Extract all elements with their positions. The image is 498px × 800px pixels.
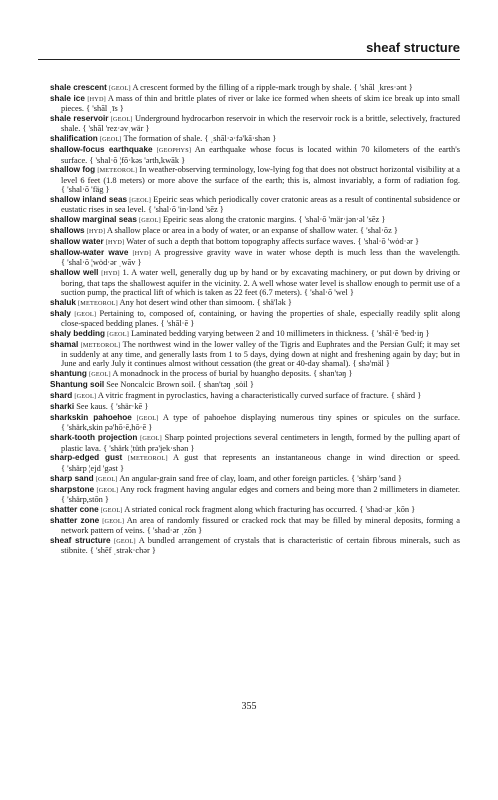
entry [50, 248, 460, 268]
entry-headword: sheaf structure [50, 535, 111, 545]
entry-field-label: [GEOL] [100, 506, 123, 514]
entry-field-label: [GEOL] [88, 371, 111, 379]
entry-pronunciation: { 'shal·ō ¦wȯd·ər ˌwāv } [61, 258, 142, 268]
entry-field-label: [GEOL] [136, 414, 159, 422]
entry [50, 114, 460, 134]
entry-definition: Underground hydrocarbon reservoir in which the reservoir rock is a brittle, selectively, fractured shale. [61, 114, 461, 134]
entry-field-label: [GEOL] [74, 393, 97, 401]
entry-headword: shaly [50, 308, 71, 318]
entry-definition: Epeiric seas which periodically cover cratonic areas as a result of continental subsidence or eustatic rises in sea level. [61, 195, 461, 215]
entry-definition: A crescent formed by the filling of a ripple-mark trough by shale. [132, 83, 352, 92]
entry [50, 453, 460, 473]
entry [50, 516, 460, 536]
entry-pronunciation: { 'shal·ō 'wȯd·ər } [357, 237, 420, 247]
entry [50, 402, 460, 412]
entry-definition: Water of such a depth that bottom topography affects surface waves. [126, 237, 356, 247]
entry-field-label: [GEOPHYS] [156, 147, 192, 155]
entry-headword: shatter zone [50, 515, 100, 525]
entry-definition: A shallow place or area in a body of water, or an expanse of shallow water. [106, 226, 358, 236]
entry-definition: 1. A water well, generally dug up by hand or by excavating machinery, or put down by driving or boring, that taps the shallowest aquifer in the vicinity. 2. A well whose water level is shallow enough to permit use of a suction pump, the practical lift of which is taken as 22 feet (6.7 meters). [61, 268, 461, 297]
entry-definition: A bundled arrangement of crystals that is characteristic of certain fibrous minerals, such as stibnite. [61, 535, 460, 556]
entry-pronunciation: { 'shal·ōz } [360, 226, 398, 236]
entry-definition: The formation of shale. [123, 134, 203, 144]
entry [50, 329, 460, 339]
entry-definition: A striated conical rock fragment along which fracturing has occurred. [124, 504, 358, 514]
entry-headword: shallow marginal seas [50, 215, 137, 225]
entry-pronunciation: { shan'təŋ } [313, 369, 353, 379]
entry-definition: See Noncalcic Brown soil. [106, 380, 196, 390]
entry-pronunciation: { shärd } [390, 391, 422, 401]
entry-definition: Epeiric seas along the cratonic margins. [162, 215, 297, 225]
entry [50, 298, 460, 308]
entry-pronunciation: { 'shāl ˌīs } [86, 104, 124, 114]
entry-definition: A type of pahoehoe displaying numerous tiny spines or spicules on the surface. [162, 412, 461, 422]
entry-headword: shaluk [50, 297, 76, 307]
entry [50, 485, 460, 505]
entry [50, 474, 460, 484]
entry-headword: sharki [50, 402, 75, 412]
entry-headword: shantung [50, 369, 87, 379]
entry-pronunciation: { 'shärp ¦ejd 'gəst } [61, 463, 124, 473]
entry-field-label: [GEOL] [109, 85, 131, 92]
entry-field-label: [GEOL] [140, 435, 162, 443]
entry-pronunciation: { 'shal·ō 'in·lənd 'sēz } [147, 205, 224, 215]
header-rule [38, 59, 460, 60]
entry-list [50, 83, 460, 556]
entry-field-label: [HYD] [132, 249, 151, 257]
entry-definition: A vitric fragment in pyroclastics, having a characteristically curved surface of fracture. [97, 391, 389, 401]
entry-field-label: [METEOROL] [127, 455, 168, 463]
entry-definition: An area of randomly fissured or cracked rock that may be filled by mineral deposits, forming a network pattern of veins. [61, 515, 460, 535]
entry-pronunciation: { 'shāl ˌkres·ənt } [353, 83, 413, 92]
entry-headword: sharpstone [50, 484, 95, 494]
entry-field-label: [GEOL] [95, 475, 118, 483]
entry-pronunciation: { 'shāl·ē } [160, 319, 195, 329]
entry-headword: shale reservoir [50, 114, 109, 124]
entry-field-label: [HYD] [86, 228, 106, 236]
entry-pronunciation: { shə'mäl } [352, 359, 390, 369]
entry-headword: Shantung soil [50, 380, 105, 390]
entry [50, 433, 460, 453]
entry-headword: sharp-edged gust [50, 453, 123, 463]
running-head: sheaf structure [366, 40, 460, 55]
entry-pronunciation: { 'shad·ər ˌzōn } [146, 526, 203, 535]
entry-pronunciation: { 'shal·ō 'wel } [304, 287, 354, 297]
entry-pronunciation: { 'shad·ər ˌkōn } [359, 504, 416, 514]
entry-field-label: [GEOL] [139, 217, 161, 225]
entry-headword: shark-tooth projection [50, 433, 138, 443]
entry-pronunciation: { 'shal·ō 'fäg } [61, 185, 110, 195]
entry-pronunciation: { 'shärp,stōn } [61, 494, 109, 504]
entry-field-label: [METEOROL] [97, 167, 138, 175]
entry-definition: A gust that represents an instantaneous change in wind direction or speed. [173, 453, 461, 463]
entry-headword: shamal [50, 339, 79, 349]
entry-field-label: [GEOL] [113, 537, 136, 545]
entry-definition: In weather-observing terminology, low-lying fog that does not obstruct horizontal visibility at a level 6 feet (1.8 meters) or more above the surface of the earth; this is, almost invariably, a form of radiation fog. [61, 165, 460, 185]
entry-pronunciation: { 'shärk,skin pə'hō·ē,hō·ē } [61, 423, 153, 433]
entry [50, 237, 460, 247]
entry [50, 134, 460, 144]
entry-pronunciation: { 'shāl 'rez·əvˌwär } [82, 124, 150, 134]
entry-definition: Any hot desert wind other than simoom. [119, 297, 255, 307]
entry-definition: A mass of thin and brittle plates of river or lake ice formed when sheets of skim ice break up into small pieces. [61, 93, 461, 114]
entry-pronunciation: { 'shal·ō ¦fō·kəs 'ərth,kwāk } [89, 155, 186, 165]
entry [50, 309, 460, 329]
entry-pronunciation: { 'shāl·ē 'bed·iŋ } [370, 328, 430, 338]
entry-definition: A monadnock in the process of burial by huangho deposits. [112, 369, 312, 379]
entry-headword: shallow well [50, 268, 99, 278]
entry-field-label: [GEOL] [74, 310, 97, 318]
entry [50, 94, 460, 114]
entry-headword: shalification [50, 134, 98, 144]
entry-pronunciation: { 'shärk ¦tüth prə'jek·shən } [103, 443, 195, 453]
entry-headword: sharp sand [50, 473, 94, 483]
entry-headword: shallows [50, 226, 85, 236]
entry [50, 268, 460, 297]
entry [50, 226, 460, 236]
entry-headword: shale crescent [50, 83, 107, 92]
page-number: 355 [241, 701, 257, 712]
entry-field-label: [METEOROL] [78, 299, 118, 307]
entry-definition: Sharp pointed projections several centimeters in length, formed by the pulling apart of plastic lava. [61, 433, 461, 453]
entry-pronunciation: { 'shär·kē } [109, 402, 149, 412]
entry-field-label: [GEOL] [129, 197, 152, 205]
entry-definition: An earthquake whose focus is located within 70 kilometers of the earth's surface. [61, 145, 460, 165]
entry-pronunciation: { 'shēf ˌstrək·chər } [89, 546, 156, 556]
entry-headword: shallow water [50, 237, 104, 247]
entry [50, 340, 460, 369]
entry-headword: shallow fog [50, 165, 96, 175]
entry-headword: shallow-focus earthquake [50, 145, 153, 155]
entry-definition: A progressive gravity wave in water whose depth is much less than the wavelength. [154, 247, 460, 257]
entry-headword: shard [50, 391, 73, 401]
entry-headword: shaly bedding [50, 328, 106, 338]
entry [50, 369, 460, 379]
entry [50, 83, 460, 93]
entry-headword: sharkskin pahoehoe [50, 412, 132, 422]
entry-definition: See kaus. [76, 402, 108, 412]
entry [50, 505, 460, 515]
entry-pronunciation: { shä'lək } [256, 297, 292, 307]
entry-definition: The northwest wind in the lower valley of the Tigris and Euphrates and the Persian Gulf; it may set in suddenly at any time, and generally lasts from 1 to 5 days, dying down at night and freshening again by day; but in June and early July it continues almost without cessation (the great or 40-day shamal). [61, 339, 460, 369]
entry-pronunciation: { 'shärp 'sand } [351, 473, 402, 483]
entry-field-label: [HYD] [87, 95, 106, 103]
entry-field-label: [HYD] [105, 239, 125, 247]
entry-pronunciation: { shan'təŋ ˌsȯil } [197, 380, 254, 390]
entry-field-label: [GEOL] [96, 486, 119, 494]
entry [50, 413, 460, 433]
entry-headword: shallow-water wave [50, 247, 129, 257]
entry-pronunciation: { ˌshāl·ə·fə'kā·shən } [204, 134, 277, 144]
entry-definition: Pertaining to, composed of, containing, or having the properties of shale, especially readily split along close-spaced bedding planes. [61, 308, 461, 329]
entry [50, 145, 460, 165]
entry-field-label: [GEOL] [110, 116, 133, 124]
entry-field-label: [GEOL] [107, 330, 129, 338]
entry [50, 391, 460, 401]
entry-definition: Any rock fragment having angular edges and corners and being more than 2 millimeters in diameter. [120, 484, 460, 494]
entry-field-label: [METEOROL] [80, 341, 121, 349]
entry-headword: shale ice [50, 93, 85, 103]
entry [50, 536, 460, 556]
entry-pronunciation: { 'shal·ō 'mär·jən·əl 'sēz } [298, 215, 386, 225]
entry-headword: shatter cone [50, 504, 99, 514]
entry [50, 215, 460, 225]
entry-field-label: [HYD] [101, 270, 120, 278]
entry-headword: shallow inland seas [50, 195, 128, 205]
entry-field-label: [GEOL] [99, 136, 122, 144]
entry-field-label: [GEOL] [102, 517, 125, 525]
entry [50, 195, 460, 215]
entry [50, 165, 460, 194]
entry [50, 380, 460, 390]
entry-definition: Laminated bedding varying between 2 and 10 millimeters in thickness. [131, 328, 369, 338]
entry-definition: An angular-grain sand free of clay, loam, and other foreign particles. [119, 473, 349, 483]
